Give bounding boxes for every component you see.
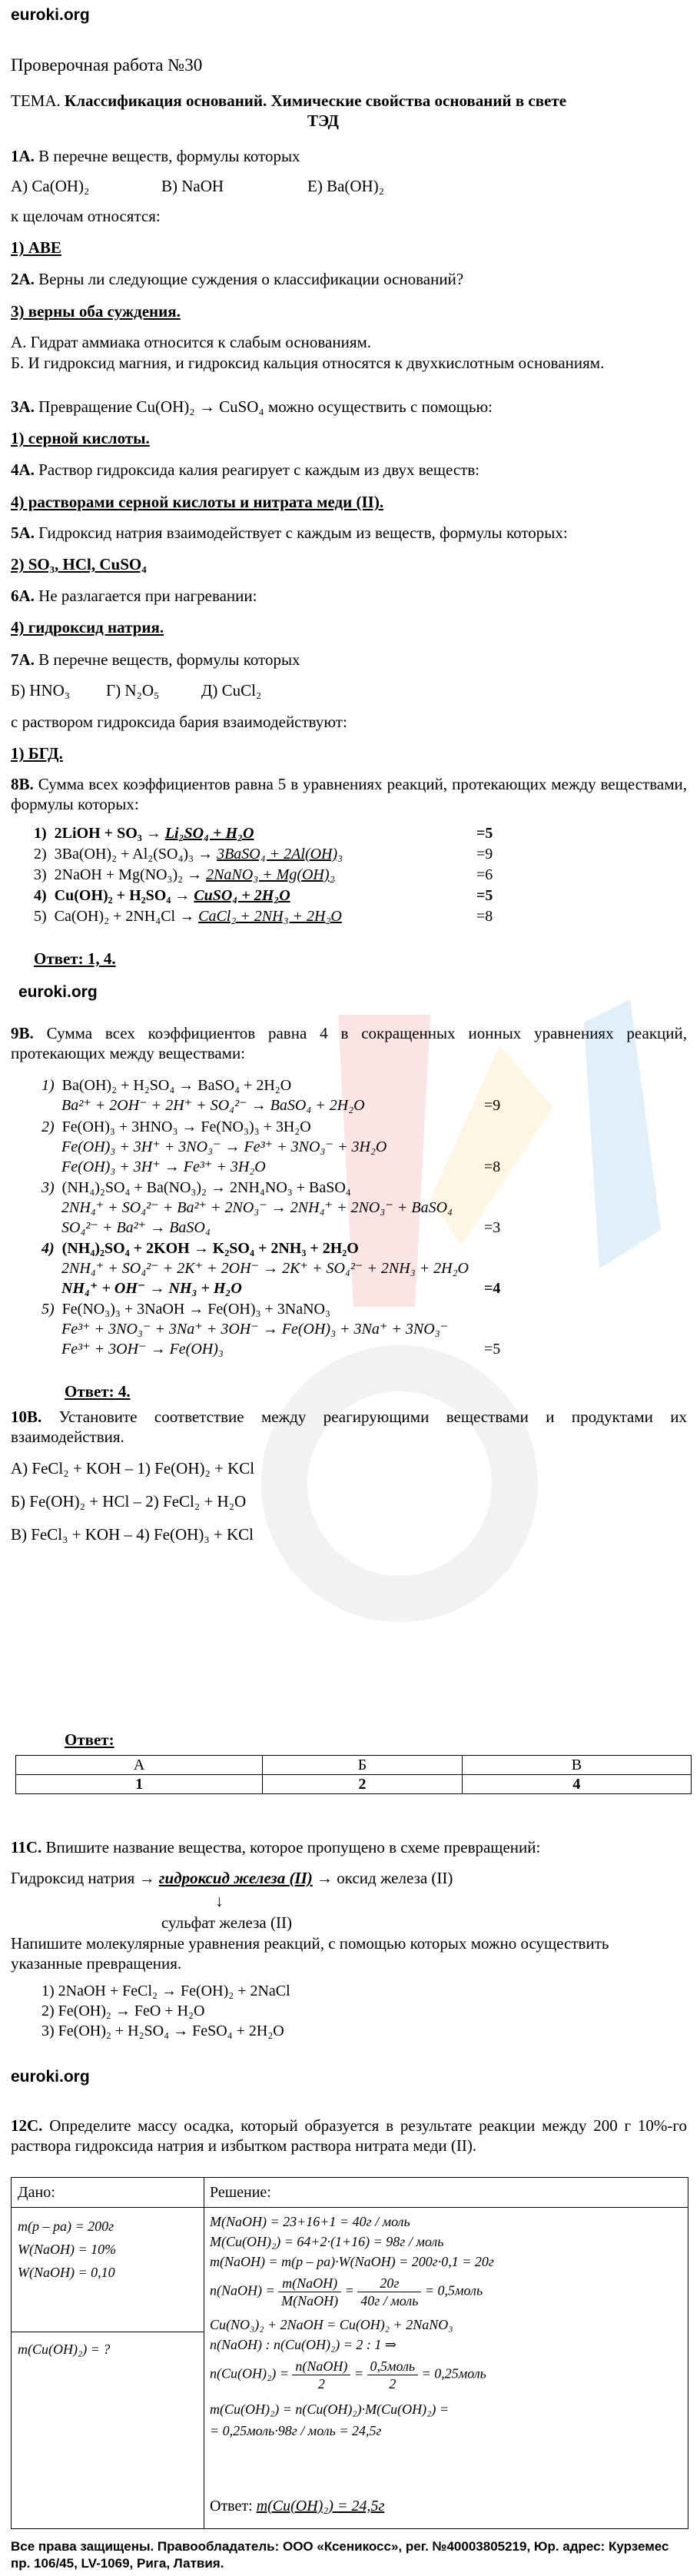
q9-line: Fe(OH)₃ + 3H⁺ + 3NO₃⁻ → Fe³⁺ + 3NO₃⁻ + 3H₂O [61,1138,387,1155]
q10-question [11,1407,687,1447]
q11-eq-3: 3) Fe(OH)₂ + H₂SO₄ → FeSO₄ + 2H₂O [41,2023,284,2039]
denominator: 40г / моль [360,2293,419,2308]
q9-line: Fe³⁺ + 3OH⁻ → Fe(OH)₃ [61,1341,224,1358]
q9-line [41,1239,359,1258]
solution-line: Cu(NO₃)₂ + 2NaOH = Cu(OH)₂ + 2NaNO₃ [210,2317,453,2332]
q7-answer-text: 1) БГД. [11,744,63,763]
q9-line [41,1076,291,1095]
table-header: А [16,1756,263,1775]
q11-scheme [11,1868,453,1888]
q9-answer-text: Ответ: 4. [65,1382,131,1401]
solution-line: m(NaOH) = m(p – pa)·W(NaOH) = 200г·0,1 = 20г [210,2254,494,2269]
q9-line-sum: =9 [484,1097,501,1114]
q8-row-num: 2) [34,846,47,863]
q9-line-num: 4) [41,1240,55,1257]
fraction [357,2275,421,2309]
q8-row-right: CuSO₄ + 2H₂O [194,887,290,904]
q9-line-text: Fe(OH)₃ + 3HNO₃ → Fe(NO₃)₃ + 3H₂O [61,1118,311,1135]
q12-text: Определите массу осадка, который образуется в результате реакции между 200 г 10%-го раствора гидроксида натрия и избытком раствора нитрата меди (II). [11,2116,688,2155]
numerator: n(NaOH) [292,2358,350,2375]
site-logo-2[interactable]: euroki.org [18,983,98,1001]
frac-result: = 0,25моль [421,2365,486,2382]
q7-answer [11,743,63,763]
q1-number: 1А. [11,147,35,165]
q12-answer [210,2498,384,2515]
q8-row-right: CaCl₂ + 2NH₃ + 2H₂O [198,908,342,925]
q5-answer [11,554,147,574]
given-label: Дано: [18,2184,55,2201]
q9-line [41,1118,311,1136]
denominator: 2 [317,2376,325,2392]
q12-question [11,2116,687,2156]
q1-option-a: А) Ca(OH)₂ [11,177,90,195]
q9-line-sum: =4 [484,1280,501,1297]
numerator: 20г [357,2275,421,2292]
q8-row-5 [34,907,342,926]
q8-row-num: 3) [34,866,47,883]
q1-answer [11,238,61,258]
q9-line-text: Fe(NO₃)₃ + 3NaOH → Fe(OH)₃ + 3NaNO₃ [61,1301,330,1318]
q10-pair-a: А) FeCl₂ + KOH – 1) Fe(OH)₂ + KCl [11,1459,255,1477]
q11-scheme-start: Гидроксид натрия → [11,1869,155,1887]
denominator: 2 [389,2376,396,2392]
q1-question [11,146,300,166]
q8-row-num: 4) [34,887,47,904]
q11-eq-1: 1) 2NaOH + FeCl₂ → Fe(OH)₂ + 2NaCl [41,1983,290,1999]
fraction [367,2358,419,2392]
q7-text: В перечне веществ, формулы которых [38,650,300,669]
q12-number: 12С. [11,2116,43,2135]
q8-row-left: 2NaOH + Mg(NO₃)₂ → [54,866,207,883]
numerator: 0,5моль [367,2358,419,2375]
q9-line: Fe³⁺ + 3NO₃⁻ + 3Na⁺ + 3OH⁻ → Fe(OH)₃ + 3Na⁺ + 3NO₃⁻ [61,1321,449,1338]
q8-row-3-sum: =6 [476,866,493,883]
site-logo-3[interactable]: euroki.org [11,2068,90,2086]
q6-answer [11,617,164,637]
theme-text2: ТЭД [307,111,339,130]
page-title: Проверочная работа №30 [11,55,203,75]
solution-line: = 0,25моль·98г / моль = 24,5г [210,2423,382,2438]
q4-question [11,460,479,480]
q11-text: Впишите название вещества, которое пропущено в схеме превращений: [45,1838,541,1856]
q10-pair-b: Б) Fe(OH)₂ + HCl – 2) FeCl₂ + H₂O [11,1492,247,1511]
table-row [16,1756,692,1775]
q6-question [11,586,257,606]
q5-answer-text: 2) SO₃, HCl, CuSO₄ [11,555,147,573]
q8-row-right: 3BaSO₄ + 2Al(OH)₃ [217,846,343,863]
q8-row-right: Li₂SO₄ + H₂O [164,825,254,842]
theme-label: ТЕМА. [11,91,61,110]
solution-line: M(NaOH) = 23+16+1 = 40г / моль [210,2214,410,2229]
q8-question [11,774,687,814]
table-row [16,1775,692,1794]
q11-scheme-branch: сульфат железа (II) [161,1913,292,1932]
theme-text: Классификация оснований. Химические свойства оснований в свете [65,91,567,110]
q8-answer-text: Ответ: 1, 4. [34,949,116,968]
q9-line-num: 1) [41,1077,55,1094]
theme-line [11,91,566,111]
q8-row-left: Ca(OH)₂ + 2NH₄Cl → [54,908,199,925]
q10-answer-label [65,1730,114,1750]
solution-line: n(NaOH) : n(Cu(OH)₂) = 2 : 1 ⇒ [210,2337,396,2352]
q4-answer-text: 4) растворами серной кислоты и нитрата меди (II). [11,493,384,511]
q9-line: Ba²⁺ + 2OH⁻ + 2H⁺ + SO₄²⁻ → BaSO₄ + 2H₂O [61,1097,365,1114]
fraction [292,2358,350,2392]
q10-text: Установите соответствие между реагирующими веществами и продуктами их взаимодействия. [11,1408,688,1446]
frac-eq: = [344,2282,354,2298]
site-logo[interactable]: euroki.org [11,6,90,24]
q9-line: 2NH₄⁺ + SO₄²⁻ + 2K⁺ + 2OH⁻ → 2K⁺ + SO₄²⁻ + 2NH₃ + 2H₂O [61,1260,469,1277]
q9-line-text: (NH₄)₂SO₄ + 2KOH → K₂SO₄ + 2NH₃ + 2H₂O [61,1240,359,1257]
q8-row-2-sum: =9 [476,846,493,863]
table-cell: 1 [16,1775,263,1794]
q8-row-right: 2NaNO₃ + Mg(OH)₂ [206,866,335,883]
q1-option-c: Е) Ba(OH)₂ [307,177,385,195]
table-header: Б [263,1756,463,1775]
q8-text: Сумма всех коэффициентов равна 5 в уравнениях реакций, протекающих между веществами, формулы которых: [11,775,687,813]
q4-number: 4А. [11,460,35,479]
q9-line-num: 3) [41,1179,55,1196]
q9-text: Сумма всех коэффициентов равна 4 в сокращенных ионных уравнениях реакций, протекающих между веществами: [11,1024,687,1062]
divider [12,2207,688,2208]
solution-label: Решение: [210,2184,271,2201]
q10-answer-label-text: Ответ: [65,1730,114,1749]
q1-text: В перечне веществ, формулы которых [38,147,300,165]
q11-scheme-arrow: ↓ [215,1892,224,1910]
q3-number: 3А. [11,397,35,416]
q2-text: Верны ли следующие суждения о классификации оснований? [38,270,464,288]
q10-pair-c: В) FeCl₃ + KOH – 4) Fe(OH)₃ + KCl [11,1525,254,1544]
q11-eq-2: 2) Fe(OH)₂ → FeO + H₂O [41,2003,205,2019]
q9-line-sum: =8 [484,1158,501,1175]
solution-fraction-line [210,2358,486,2392]
q9-line-num: 5) [41,1301,55,1318]
q9-line: NH₄⁺ + OH⁻ → NH₃ + H₂O [61,1280,242,1297]
q5-number: 5А. [11,524,35,542]
q11-task: Напишите молекулярные уравнения реакций, с помощью которых можно осуществить указанные превращения. [11,1934,609,1973]
q10-answer-table [15,1755,692,1794]
q10-number: 10В. [11,1408,42,1426]
frac-lhs: n(NaOH) = [210,2282,275,2298]
q6-number: 6А. [11,587,35,605]
q9-number: 9В. [11,1024,34,1042]
q9-line: 2NH₄⁺ + SO₄²⁻ + Ba²⁺ + 2NO₃⁻ → 2NH₄⁺ + 2NO₃⁻ + BaSO₄ [61,1199,453,1216]
solution-line: m(Cu(OH)₂) = n(Cu(OH)₂)·M(Cu(OH)₂) = [210,2401,450,2417]
frac-result: = 0,5моль [424,2282,483,2298]
q9-line [41,1178,351,1197]
q8-row-num: 1) [34,825,47,842]
q9-line-text: (NH₄)₂SO₄ + Ba(NO₃)₂ → 2NH₄NO₃ + BaSO₄ [61,1179,351,1196]
q3-question [11,397,493,417]
q7-question [11,650,300,670]
q8-row-left: Cu(OH)₂ + H₂SO₄ → [54,887,194,904]
q8-row-left: 2LiOH + SO₃ → [54,825,165,842]
solution-fraction-line [210,2275,483,2309]
q7-option-g: Г) N₂O₅ [106,681,160,700]
q4-text: Раствор гидроксида калия реагирует с каждым из двух веществ: [38,460,480,479]
q6-answer-text: 4) гидроксид натрия. [11,618,164,637]
given-item: W(NaOH) = 0,10 [18,2265,115,2280]
q2-question [11,269,463,289]
q9-line-num: 2) [41,1118,55,1135]
frac-eq: = [353,2365,364,2382]
q5-question [11,523,568,543]
q3-answer-text: 1) серной кислоты. [11,429,150,447]
q7-option-d: Д) CuCl₂ [201,681,262,700]
denominator: M(NaOH) [281,2293,339,2308]
q8-row-5-sum: =8 [476,908,493,925]
q12-solution-box [11,2177,688,2529]
q8-row-num: 5) [34,908,47,925]
fraction [278,2275,341,2309]
q3-answer [11,428,150,448]
q4-answer [11,492,383,512]
answer-value: m(Cu(OH)₂) = 24,5г [256,2498,385,2515]
q7-number: 7А. [11,650,35,669]
q11-number: 11С. [11,1838,42,1856]
q2-statement-b: Б. И гидроксид магния, и гидроксид кальция относятся к двухкислотным основаниям. [11,354,605,372]
q1-answer-text: 1) АВЕ [11,238,61,257]
given-item: W(NaOH) = 10% [18,2242,117,2257]
q8-row-4 [34,886,290,905]
q7-tail: с раствором гидроксида бария взаимодействуют: [11,713,347,731]
q9-line: Fe(OH)₃ + 3H⁺ → Fe³⁺ + 3H₂O [61,1158,266,1175]
theme-line2 [307,111,339,131]
q9-line-sum: =3 [484,1219,501,1236]
answer-label: Ответ: [210,2498,253,2515]
given-item: m(p – pa) = 200г [18,2219,114,2234]
table-header: В [462,1756,691,1775]
solution-line: M(Cu(OH)₂) = 64+2·(1+16) = 98г / моль [210,2234,444,2249]
q11-scheme-missing: гидроксид железа (II) [158,1869,313,1887]
q8-row-1-sum: =5 [476,825,493,842]
q8-row-4-sum: =5 [476,887,493,904]
q8-row-1 [34,824,254,843]
q2-statement-a: А. Гидрат аммиака относится к слабым основаниям. [11,333,372,351]
q9-line-sum: =5 [484,1341,501,1358]
table-cell: 2 [263,1775,463,1794]
q2-answer [11,301,181,321]
q11-scheme-end: → оксид железа (II) [317,1869,453,1887]
q8-number: 8В. [11,775,34,793]
q9-answer [65,1381,131,1401]
q9-line [41,1300,330,1318]
q5-text: Гидроксид натрия взаимодействует с каждым из веществ, формулы которых: [38,524,568,542]
q1-option-b: В) NaOH [161,177,224,195]
q8-row-2 [34,845,343,863]
q9-line-text: Ba(OH)₂ + H₂SO₄ → BaSO₄ + 2H₂O [61,1077,292,1094]
table-cell: 4 [462,1775,691,1794]
find-item: m(Cu(OH)₂) = ? [18,2342,111,2357]
q9-question [11,1023,687,1063]
q6-text: Не разлагается при нагревании: [38,587,257,605]
numerator: m(NaOH) [278,2275,341,2292]
q2-answer-text: 3) верны оба суждения. [11,302,181,321]
frac-lhs: n(Cu(OH)₂) = [210,2365,289,2382]
q7-option-b: Б) HNO₃ [11,681,71,700]
copyright-footer: Все права защищены. Правообладатель: ООО «Ксеникосс», рег. №40003805219, Юр. адрес: Курземес пр. 106/45, LV-1069, Рига, Латвия. [11,2539,669,2571]
q9-line: SO₄²⁻ + Ba²⁺ → BaSO₄ [61,1219,211,1236]
q2-number: 2А. [11,270,35,288]
q11-question [11,1837,540,1857]
q1-tail: к щелочам относятся: [11,207,161,225]
q8-answer [34,949,116,969]
q8-row-left: 3Ba(OH)₂ + Al₂(SO₄)₃ → [54,846,217,863]
q3-text: Превращение Cu(OH)₂ → CuSO₄ можно осуществить с помощью: [38,397,493,416]
q8-row-3 [34,866,335,884]
